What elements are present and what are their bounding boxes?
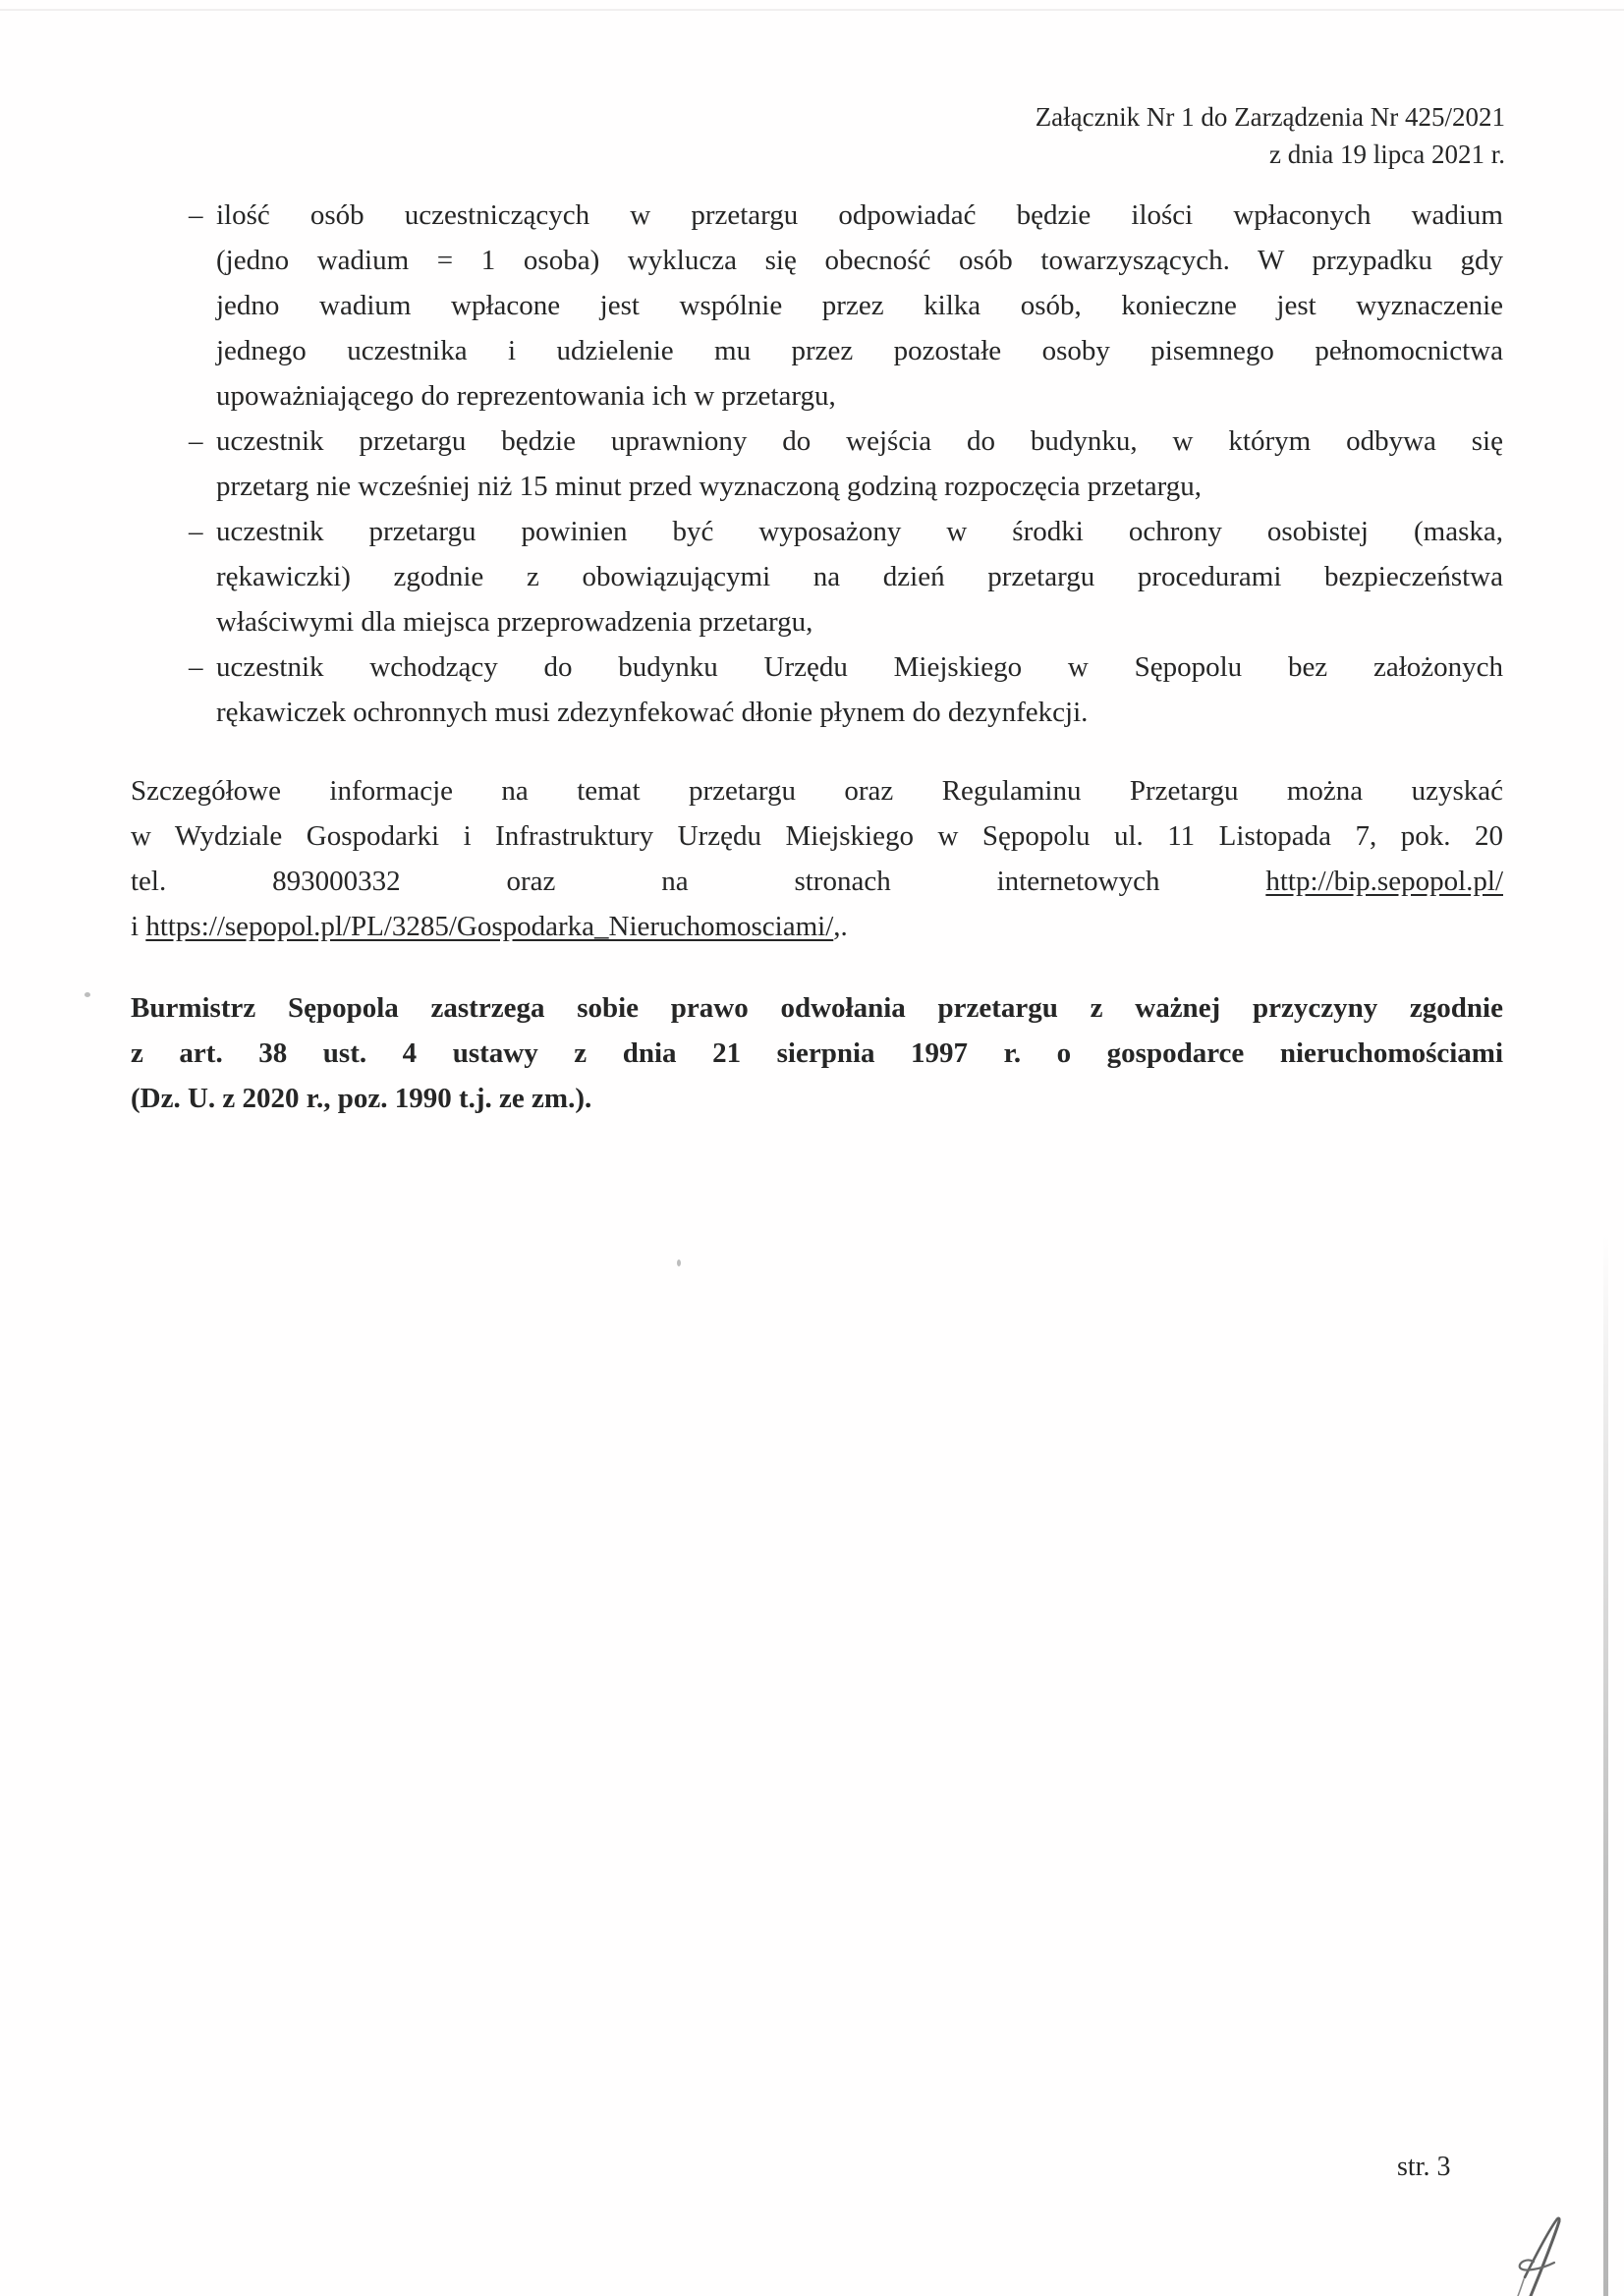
text-line: rękawiczek ochronnych musi zdezynfekować dłonie płynem do dezynfekcji. [216, 697, 1089, 728]
text-line: właściwymi dla miejsca przeprowadzenia przetargu, [216, 606, 813, 638]
word: i [131, 911, 140, 942]
scan-speck [677, 1260, 681, 1266]
sepopol-website-link[interactable]: https://sepopol.pl/PL/3285/Gospodarka_Nieruchomosciami/ [145, 911, 834, 942]
text-line-phone-and-link [131, 859, 1503, 904]
text-line: jedno wadium wpłacone jest wspólnie przez kilka osób, konieczne jest wyznaczenie [216, 290, 1503, 321]
bullet-dash-marker: – [189, 651, 203, 683]
text-line: uczestnik wchodzący do budynku Urzędu Miejskiego w Sępopolu bez założonych [216, 651, 1503, 683]
bip-website-link[interactable]: http://bip.sepopol.pl/ [1265, 866, 1503, 897]
bullet-dash-marker: – [189, 199, 203, 231]
list-item-text [216, 419, 1503, 509]
text-line: (Dz. U. z 2020 r., poz. 1990 t.j. ze zm.). [131, 1083, 592, 1114]
scan-artifact-top-line [0, 9, 1624, 11]
list-item [189, 644, 1503, 735]
attachment-header-line-2: z dnia 19 lipca 2021 r. [1269, 140, 1505, 169]
text-line: przetarg nie wcześniej niż 15 minut przed wyznaczoną godziną rozpoczęcia przetargu, [216, 471, 1202, 502]
text-line: w Wydziale Gospodarki i Infrastruktury Urzędu Miejskiego w Sępopolu ul. 11 Listopada 7, pok. 20 [131, 820, 1503, 852]
mayor-reservation-paragraph [131, 985, 1503, 1121]
list-item-text [216, 193, 1503, 419]
scan-speck [84, 992, 90, 997]
punctuation: ,. [833, 911, 848, 942]
text-line: z art. 38 ust. 4 ustawy z dnia 21 sierpnia 1997 r. o gospodarce nieruchomościami [131, 1037, 1503, 1069]
attachment-header [1036, 98, 1505, 173]
auction-rules-list [189, 193, 1503, 735]
text-line: uczestnik przetargu będzie uprawniony do wejścia do budynku, w którym odbywa się [216, 425, 1503, 457]
text-line: Szczegółowe informacje na temat przetargu oraz Regulaminu Przetargu można uzyskać [131, 775, 1503, 807]
text-line: uczestnik przetargu powinien być wyposażony w środki ochrony osobistej (maska, [216, 516, 1503, 547]
bullet-dash-marker: – [189, 425, 203, 457]
phone-label: tel. [131, 866, 167, 897]
handwritten-signature-mark [1511, 2207, 1609, 2296]
word: oraz [506, 866, 556, 897]
word: stronach [794, 866, 891, 897]
text-line: rękawiczki) zgodnie z obowiązującymi na dzień przetargu procedurami bezpieczeństwa [216, 561, 1503, 592]
text-line-second-link [131, 904, 1503, 949]
word: na [661, 866, 689, 897]
scan-artifact-edge-line [1603, 1233, 1608, 2296]
phone-number: 893000332 [272, 866, 401, 897]
text-line: (jedno wadium = 1 osoba) wyklucza się obecność osób towarzyszących. W przypadku gdy [216, 245, 1503, 276]
word: internetowych [996, 866, 1160, 897]
bullet-dash-marker: – [189, 516, 203, 547]
page-number: str. 3 [1397, 2152, 1451, 2182]
list-item [189, 509, 1503, 644]
list-item-text [216, 644, 1503, 735]
text-line: ilość osób uczestniczących w przetargu odpowiadać będzie ilości wpłaconych wadium [216, 199, 1503, 231]
contact-info-paragraph [131, 768, 1503, 949]
text-line: Burmistrz Sępopola zastrzega sobie prawo odwołania przetargu z ważnej przyczyny zgodnie [131, 992, 1503, 1024]
list-item-text [216, 509, 1503, 644]
text-line: upoważniającego do reprezentowania ich w przetargu, [216, 380, 836, 412]
list-item [189, 193, 1503, 419]
text-line: jednego uczestnika i udzielenie mu przez pozostałe osoby pisemnego pełnomocnictwa [216, 335, 1503, 366]
list-item [189, 419, 1503, 509]
attachment-header-line-1: Załącznik Nr 1 do Zarządzenia Nr 425/2021 [1035, 102, 1505, 132]
